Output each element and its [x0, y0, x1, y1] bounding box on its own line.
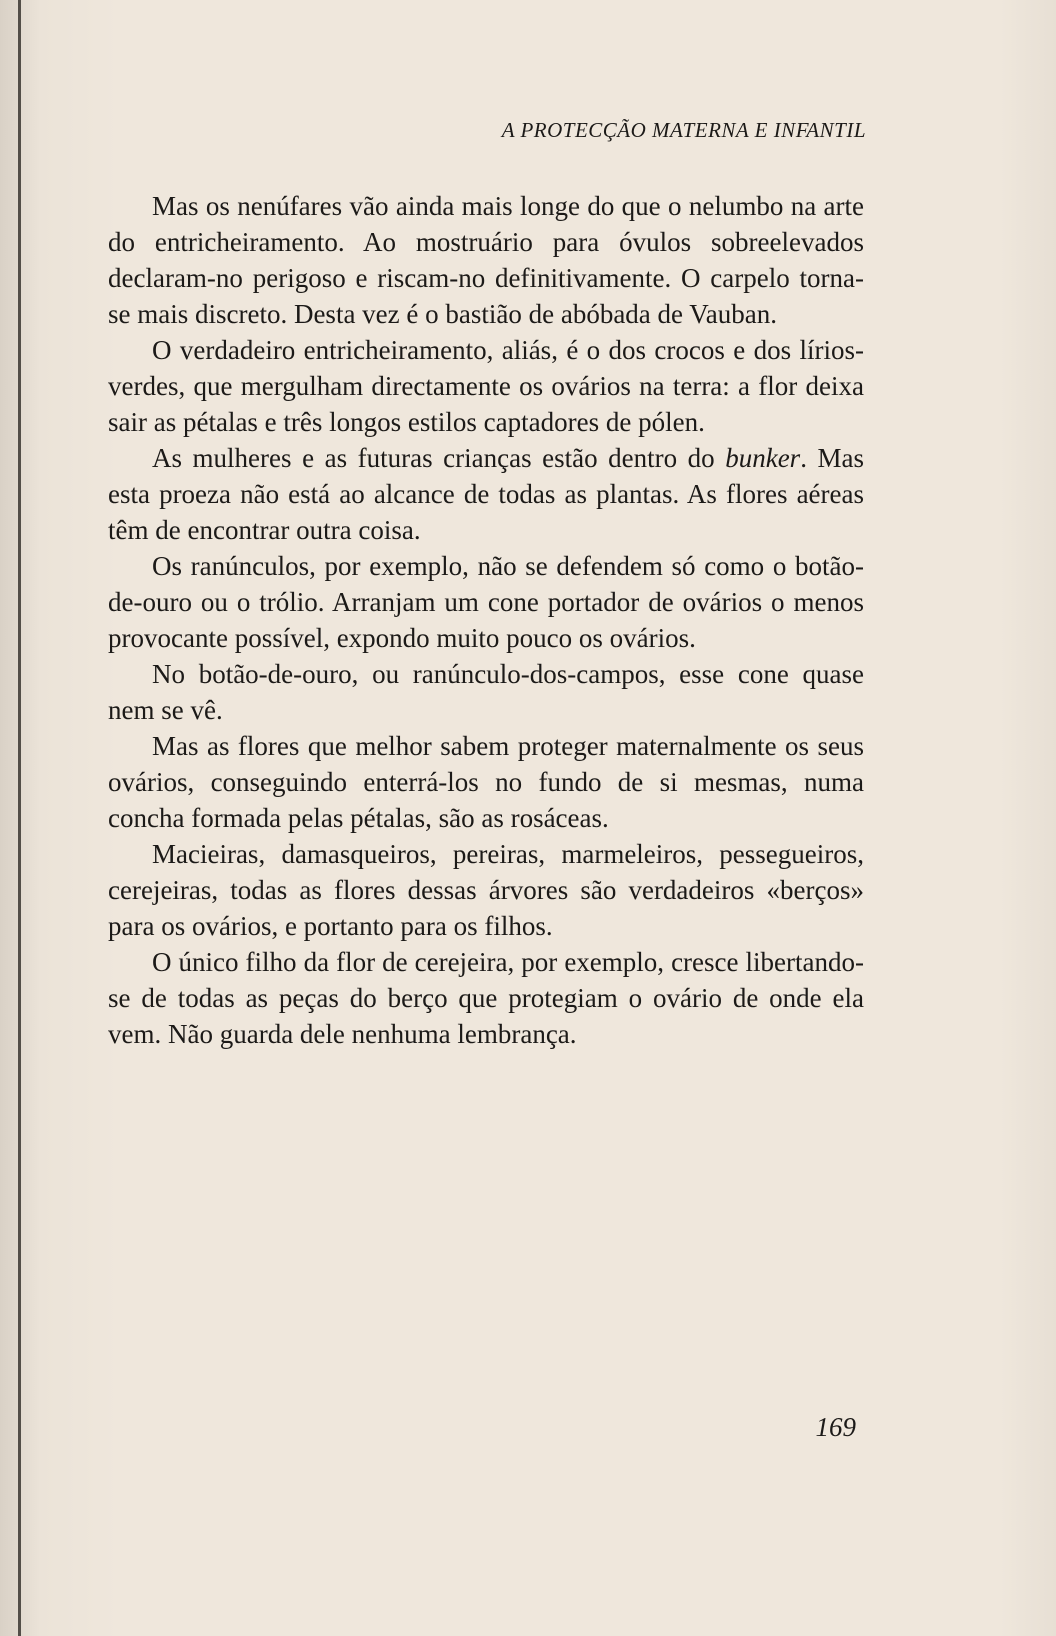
paragraph-4: Os ranúnculos, por exemplo, não se defendem só como o botão-de-ouro ou o trólio. Arranjam um cone portador de ovários o menos provocante possível, expondo muito pouco os ovários.	[108, 551, 864, 653]
page-number: 169	[815, 1412, 856, 1442]
paragraph-1: Mas os nenúfares vão ainda mais longe do que o nelumbo na arte do entricheiramento. Ao mostruário para óvulos sobreelevados declaram-no perigoso e riscam-no definitivamente. O carpelo torna-se mais discreto. Desta vez é o bastião de abóbada de Vauban.	[108, 191, 864, 329]
paragraph-8: O único filho da flor de cerejeira, por exemplo, cresce libertando-se de todas as peças do berço que protegiam o ovário de onde ela vem. Não guarda dele nenhuma lembrança.	[108, 947, 864, 1049]
running-head: A PROTECÇÃO MATERNA E INFANTIL	[501, 118, 866, 142]
paragraph-6: Mas as flores que melhor sabem proteger maternalmente os seus ovários, conseguindo enterrá-los no fundo de si mesmas, numa concha formada pelas pétalas, são as rosáceas.	[108, 731, 864, 833]
paragraph-3: As mulheres e as futuras crianças estão dentro do bunker. Mas esta proeza não está ao alcance de todas as plantas. As flores aéreas têm de encontrar outra coisa.	[108, 443, 864, 545]
page-gutter-edge	[18, 0, 21, 1636]
paragraph-5: No botão-de-ouro, ou ranúnculo-dos-campos, esse cone quase nem se vê.	[108, 659, 864, 725]
paragraph-7: Macieiras, damasqueiros, pereiras, marmeleiros, pessegueiros, cerejeiras, todas as flores dessas árvores são verdadeiros «berços» para os ovários, e portanto para os filhos.	[108, 839, 864, 941]
emphasis-bunker: bunker	[725, 443, 801, 473]
body-text	[108, 188, 864, 1052]
paragraph-2: O verdadeiro entricheiramento, aliás, é o dos crocos e dos lírios-verdes, que mergulham directamente os ovários na terra: a flor deixa sair as pétalas e três longos estilos captadores de pólen.	[108, 335, 864, 437]
